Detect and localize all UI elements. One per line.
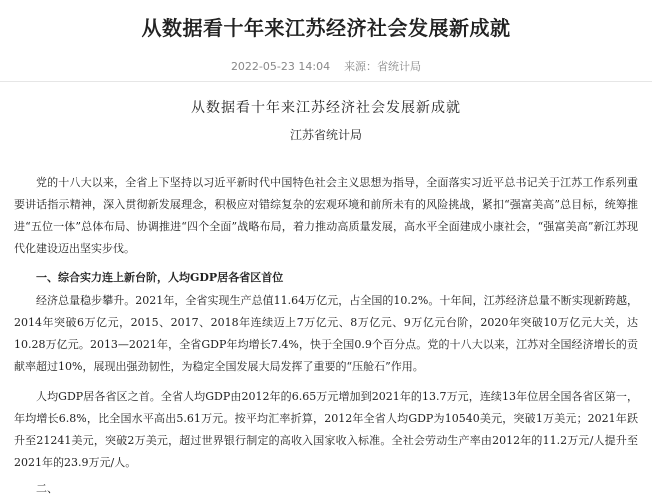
paragraph-intro bbox=[14, 172, 638, 260]
publish-date: 2022-05-23 14:04 bbox=[230, 60, 331, 73]
paragraph-gdp-per-capita bbox=[14, 386, 638, 474]
source-name: 省统计局 bbox=[377, 60, 422, 73]
page-title: 从数据看十年来江苏经济社会发展新成就 bbox=[141, 16, 511, 40]
paragraph-text: 党的十八大以来，全省上下坚持以习近平新时代中国特色社会主义思想为指导，全面落实习近平总书记关于江苏工作系列重要讲话指示精神，深入贯彻新发展理念，积极应对错综复杂的宏观环境和前所未有的风险挑战，紧扣“强富美高”总目标，统筹推进“五位一体”总体布局、协调推进“四个全面”战略布局，着力推动高质量发展，高水平全面建成小康社会，“强富美高”新江苏现代化建设迈出坚实步伐。 bbox=[14, 176, 638, 255]
header-divider bbox=[0, 81, 652, 82]
paragraph-next-section bbox=[14, 478, 638, 500]
article-subtitle: 从数据看十年来江苏经济社会发展新成就 bbox=[191, 100, 461, 116]
article-meta bbox=[0, 58, 652, 74]
article-organization: 江苏省统计局 bbox=[289, 128, 362, 142]
paragraph-text: 经济总量稳步攀升。2021年，全省实现生产总值11.64万亿元，占全国的10.2%。十年间，江苏经济总量不断实现新跨越，2014年突破6万亿元，2015、2017、2018年连续迈上7万亿元、8万亿元、9万亿元台阶，2020年突破10万亿元大关，达10.28万亿元。2013—2021年，全省GDP年均增长7.4%，快于全国0.9个百分点。党的十八大以来，江苏对全国经济增长的贡献率超过10%，展现出强劲韧性，为稳定全国发展大局发挥了重要的“压舱石”作用。 bbox=[14, 294, 638, 373]
source-label: 来源： bbox=[344, 60, 378, 73]
section-heading bbox=[14, 267, 638, 289]
paragraph-text: 二、 bbox=[36, 482, 58, 495]
paragraph-text: 人均GDP居各省区之首。全省人均GDP由2012年的6.65万元增加到2021年的13.7万元，连续13年位居全国各省区第一，年均增长6.8%，比全国水平高出5.61万元。按平均汇率折算，2012年全省人均GDP为10540美元，突破1万美元；2021年跃升至21241美元，突破2万美元，超过世界银行制定的高收入国家收入标准。全社会劳动生产率由2012年的11.2万元/人提升至2021年的23.9万元/人。 bbox=[14, 390, 638, 469]
paragraph-economy bbox=[14, 290, 638, 378]
section-heading-text: 一、综合实力连上新台阶，人均GDP居各省区首位 bbox=[36, 271, 284, 284]
